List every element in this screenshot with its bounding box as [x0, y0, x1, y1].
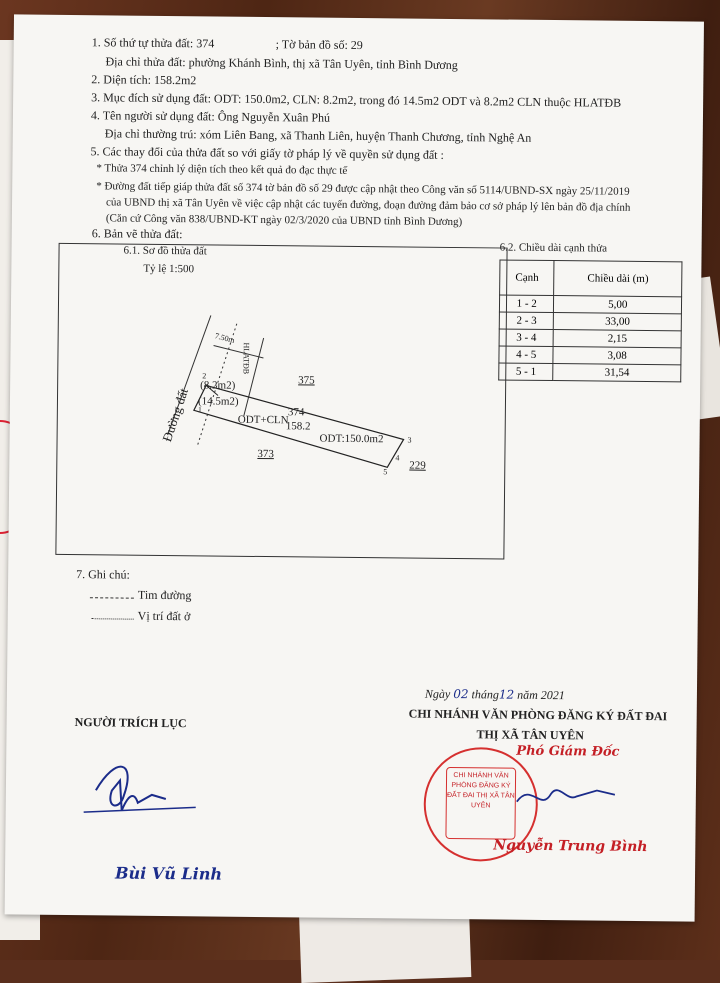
neighbor-229: 229: [409, 459, 426, 472]
neighbor-373: 373: [257, 447, 274, 461]
map-sheet-number: ; Tờ bản đồ số: 29: [275, 37, 363, 53]
map-title: 6.1. Sơ đồ thửa đất: [123, 244, 207, 258]
vertex-1: 1: [197, 405, 202, 415]
col-edge-header: Cạnh: [500, 260, 555, 296]
edge-cell: 4 - 5: [499, 346, 554, 364]
plot-position-label: Vị trí đất ở: [137, 608, 191, 624]
parcel-address: Địa chỉ thửa đất: phường Khánh Bình, thị xã Tân Uyên, tỉnh Bình Dương: [105, 54, 458, 73]
extractor-title: NGƯỜI TRÍCH LỤC: [74, 715, 187, 731]
changes-heading: 5. Các thay đổi của thửa đất so với giấy tờ pháp lý về quyền sử dụng đất :: [90, 144, 444, 162]
office-subtitle: THỊ XÃ TÂN UYÊN: [476, 727, 585, 743]
date-prefix: Ngày: [424, 686, 451, 701]
table-row: [499, 346, 681, 365]
length-cell: 31,54: [553, 364, 681, 382]
odt-label: ODT:150.0m2: [319, 432, 384, 446]
date-day: 02: [453, 687, 469, 702]
parcel-number: 1. Số thứ tự thửa đất: 374: [91, 35, 215, 51]
drawing-heading: 6. Bản vẽ thửa đất:: [91, 226, 183, 242]
table-header-row: [500, 260, 682, 297]
vertex-4: 4: [395, 453, 400, 463]
parcel-number-label: 374: [287, 406, 305, 419]
vertex-2: 2: [202, 371, 207, 381]
table-row: [499, 329, 681, 348]
table-row: [499, 312, 681, 331]
parcel-area-label: 158.2: [285, 420, 311, 433]
office-title: CHI NHÁNH VĂN PHÒNG ĐĂNG KÝ ĐẤT ĐAI: [408, 706, 668, 724]
road-center-label: Tim đường: [137, 587, 192, 603]
map-scale: Tỷ lệ 1:500: [143, 262, 195, 276]
road-label: Đường đất: [159, 386, 192, 444]
change-note-2b: của UBND thị xã Tân Uyên về việc cập nhật các tuyến đường, đoạn đường đảm bảo cơ sở pháp lý lên bản đồ địa chính: [105, 196, 631, 214]
vertex-5: 5: [383, 467, 388, 477]
col-length-header: Chiều dài (m): [554, 261, 682, 297]
length-cell: 5,00: [554, 296, 682, 314]
table-row: [499, 295, 681, 314]
director-name: Nguyễn Trung Bình: [493, 837, 648, 856]
owner-residence: Địa chỉ thường trú: xóm Liên Bang, xã Thanh Liên, huyện Thanh Chương, tỉnh Nghệ An: [104, 126, 532, 145]
area-hlat-odt: (14.5m2): [197, 395, 239, 408]
parcel-usage-label: ODT+CLN: [237, 413, 289, 427]
edge-table-title: 6.2. Chiều dài cạnh thửa: [499, 241, 608, 255]
parcel-map: [55, 243, 507, 560]
plot-position-legend: [92, 618, 134, 619]
date-year: năm 2021: [517, 687, 565, 703]
dimension-line: [213, 345, 263, 358]
edge-length-table: [498, 259, 682, 382]
table-row: [499, 363, 681, 382]
edge-cell: 2 - 3: [499, 312, 554, 330]
deputy-title: Phó Giám Đốc: [516, 743, 620, 760]
change-note-2c: (Căn cứ Công văn 838/UBND-KT ngày 02/3/2020 của UBND tỉnh Bình Dương): [105, 212, 463, 229]
date-month: 12: [498, 687, 515, 702]
hlat-label: HLATĐB: [241, 342, 251, 375]
parcel-area: 2. Diện tích: 158.2m2: [91, 72, 197, 88]
edge-cell: 3 - 4: [499, 329, 554, 347]
dimension-label: 7.50m: [213, 331, 236, 346]
notes-heading: 7. Ghi chú:: [76, 567, 130, 582]
change-note-1: * Thửa 374 chỉnh lý diện tích theo kết quả đo đạc thực tế: [96, 162, 348, 177]
road-center-legend: [90, 597, 134, 598]
land-extract-document: [5, 14, 704, 921]
change-note-2a: * Đường đất tiếp giáp thửa đất số 374 tờ bản đồ số 29 được cập nhật theo Công văn số 5114/UBND-SX ngày 25/11/2019: [96, 180, 630, 198]
edge-cell: 1 - 2: [499, 295, 554, 313]
area-hlat-cln: (8.2m2): [200, 379, 236, 392]
land-use-purpose: 3. Mục đích sử dụng đất: ODT: 150.0m2, CLN: 8.2m2, trong đó 14.5m2 ODT và 8.2m2 CLN thuộc HLATĐB: [91, 90, 622, 110]
parcel-diagram: [56, 244, 506, 559]
vertex-3: 3: [407, 435, 412, 445]
edge-cell: 5 - 1: [499, 363, 554, 381]
date-month-label: tháng: [471, 687, 499, 702]
length-cell: 33,00: [554, 313, 682, 331]
extractor-name: Bùi Vũ Linh: [114, 863, 223, 884]
extractor-signature: [75, 750, 206, 831]
length-cell: 2,15: [554, 330, 682, 348]
neighbor-375: 375: [298, 374, 315, 387]
date-line: [425, 687, 565, 703]
director-signature: [511, 772, 632, 823]
seal-text: CHI NHÁNH VĂN PHÒNG ĐĂNG KÝ ĐẤT ĐAI THỊ XÃ TÂN UYÊN: [445, 767, 516, 840]
length-cell: 3,08: [553, 347, 681, 365]
owner-name: 4. Tên người sử dụng đất: Ông Nguyễn Xuân Phú: [90, 108, 331, 125]
